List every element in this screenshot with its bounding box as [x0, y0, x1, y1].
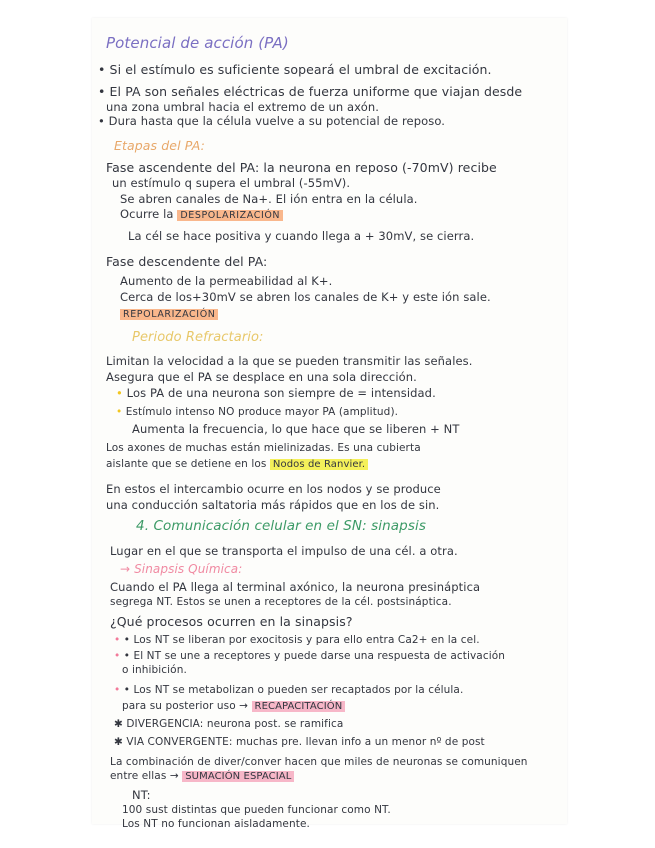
sinapsis-line-7: o inhibición. [122, 664, 187, 676]
ascendente-line-1: Fase ascendente del PA: la neurona en reposo (-70mV) recibe [106, 160, 497, 175]
refractario-bullet-1: • Los PA de una neurona son siempre de = intensidad. [116, 386, 436, 400]
etapas-heading: Etapas del PA: [114, 138, 205, 153]
bullet-icon: • [114, 634, 121, 646]
refractario-line-2: Asegura que el PA se desplace en una sola dirección. [106, 370, 417, 384]
refractario-bullet-2: • Estímulo intenso NO produce mayor PA (amplitud). [116, 406, 399, 418]
sinapsis-quimica-heading: → Sinapsis Química: [120, 562, 243, 576]
descendente-line-1: Fase descendente del PA: [106, 254, 268, 269]
sinapsis-line-13: entre ellas → SUMACIÓN ESPACIAL [110, 770, 294, 782]
sinapsis-line-2: Cuando el PA llega al terminal axónico, la neurona presináptica [110, 580, 481, 594]
bullet-icon: • [116, 386, 123, 400]
sinapsis-bullet-2: • • El NT se une a receptores y puede darse una respuesta de activación [114, 650, 505, 662]
sinapsis-line-1: Lugar en el que se transporta el impulso de una cél. a otra. [110, 544, 458, 558]
intro-line-3: una zona umbral hacia el extremo de un axón. [106, 100, 380, 114]
nodos-ranvier-highlight: Nodos de Ranvier. [270, 459, 368, 470]
sinapsis-line-3: segrega NT. Estos se unen a receptores de la cél. postsináptica. [110, 596, 452, 608]
descendente-line-3: Cerca de los+30mV se abren los canales de K+ y este ión sale. [120, 290, 491, 304]
refractario-line-7: aislante que se detiene en los Nodos de Ranvier. [106, 458, 368, 470]
intro-line-2: • El PA son señales eléctricas de fuerza uniforme que viajan desde [98, 84, 523, 99]
sinapsis-bullet-1: • • Los NT se liberan por exocitosis y para ello entra Ca2+ en la cel. [114, 634, 480, 646]
intro-line-1: • Si el estímulo es suficiente sopeará el umbral de excitación. [98, 62, 492, 77]
refractario-line-8: En estos el intercambio ocurre en los nodos y se produce [106, 482, 441, 496]
notebook-page [92, 18, 567, 830]
convergente-line: ✱ VIA CONVERGENTE: muchas pre. llevan info a un menor nº de post [114, 736, 485, 748]
repolarizacion-highlight: REPOLARIZACIÓN [120, 309, 218, 320]
divergencia-line: ✱ DIVERGENCIA: neurona post. se ramifica [114, 718, 344, 730]
sinapsis-line-12: La combinación de diver/conver hacen que miles de neuronas se comuniquen [110, 756, 528, 768]
refractario-heading: Periodo Refractario: [132, 330, 264, 345]
bullet-icon: • [114, 684, 121, 696]
bullet-icon: • [114, 650, 121, 662]
ascendente-line-4: Ocurre la DESPOLARIZACIÓN [120, 207, 283, 221]
ascendente-line-2: un estímulo q supera el umbral (-55mV). [112, 176, 351, 190]
descendente-line-2: Aumento de la permeabilidad al K+. [120, 274, 333, 288]
sinapsis-line-9: para su posterior uso → RECAPACITACIÓN [122, 700, 345, 712]
intro-line-4: • Dura hasta que la célula vuelve a su potencial de reposo. [98, 114, 446, 128]
ascendente-line-3: Se abren canales de Na+. El ión entra en la célula. [120, 192, 418, 206]
bullet-icon: • [116, 406, 123, 418]
page-title: Potencial de acción (PA) [106, 34, 289, 52]
nt-line-1: 100 sust distintas que pueden funcionar como NT. [122, 804, 391, 816]
refractario-line-6: Los axones de muchas están mielinizadas. Es una cubierta [106, 442, 421, 454]
descendente-line-4 [120, 306, 218, 320]
sinapsis-question: ¿Qué procesos ocurren en la sinapsis? [110, 614, 353, 629]
refractario-line-9: una conducción saltatoria más rápidos que en los de sin. [106, 498, 440, 512]
despolarizacion-highlight: DESPOLARIZACIÓN [177, 210, 283, 221]
ascendente-line-5: La cél se hace positiva y cuando llega a + 30mV, se cierra. [128, 229, 475, 243]
refractario-line-5: Aumenta la frecuencia, lo que hace que se liberen + NT [132, 422, 460, 436]
nt-line-2: Los NT no funcionan aisladamente. [122, 818, 310, 830]
sinapsis-bullet-3: • • Los NT se metabolizan o pueden ser recaptados por la célula. [114, 684, 464, 696]
section-4-heading: 4. Comunicación celular en el SN: sinapsis [136, 518, 426, 534]
refractario-line-1: Limitan la velocidad a la que se pueden transmitir las señales. [106, 354, 473, 368]
recapacitacion-highlight: RECAPACITACIÓN [252, 701, 346, 712]
sumacion-espacial-highlight: SUMACIÓN ESPACIAL [182, 771, 294, 782]
nt-label: NT: [132, 788, 151, 802]
